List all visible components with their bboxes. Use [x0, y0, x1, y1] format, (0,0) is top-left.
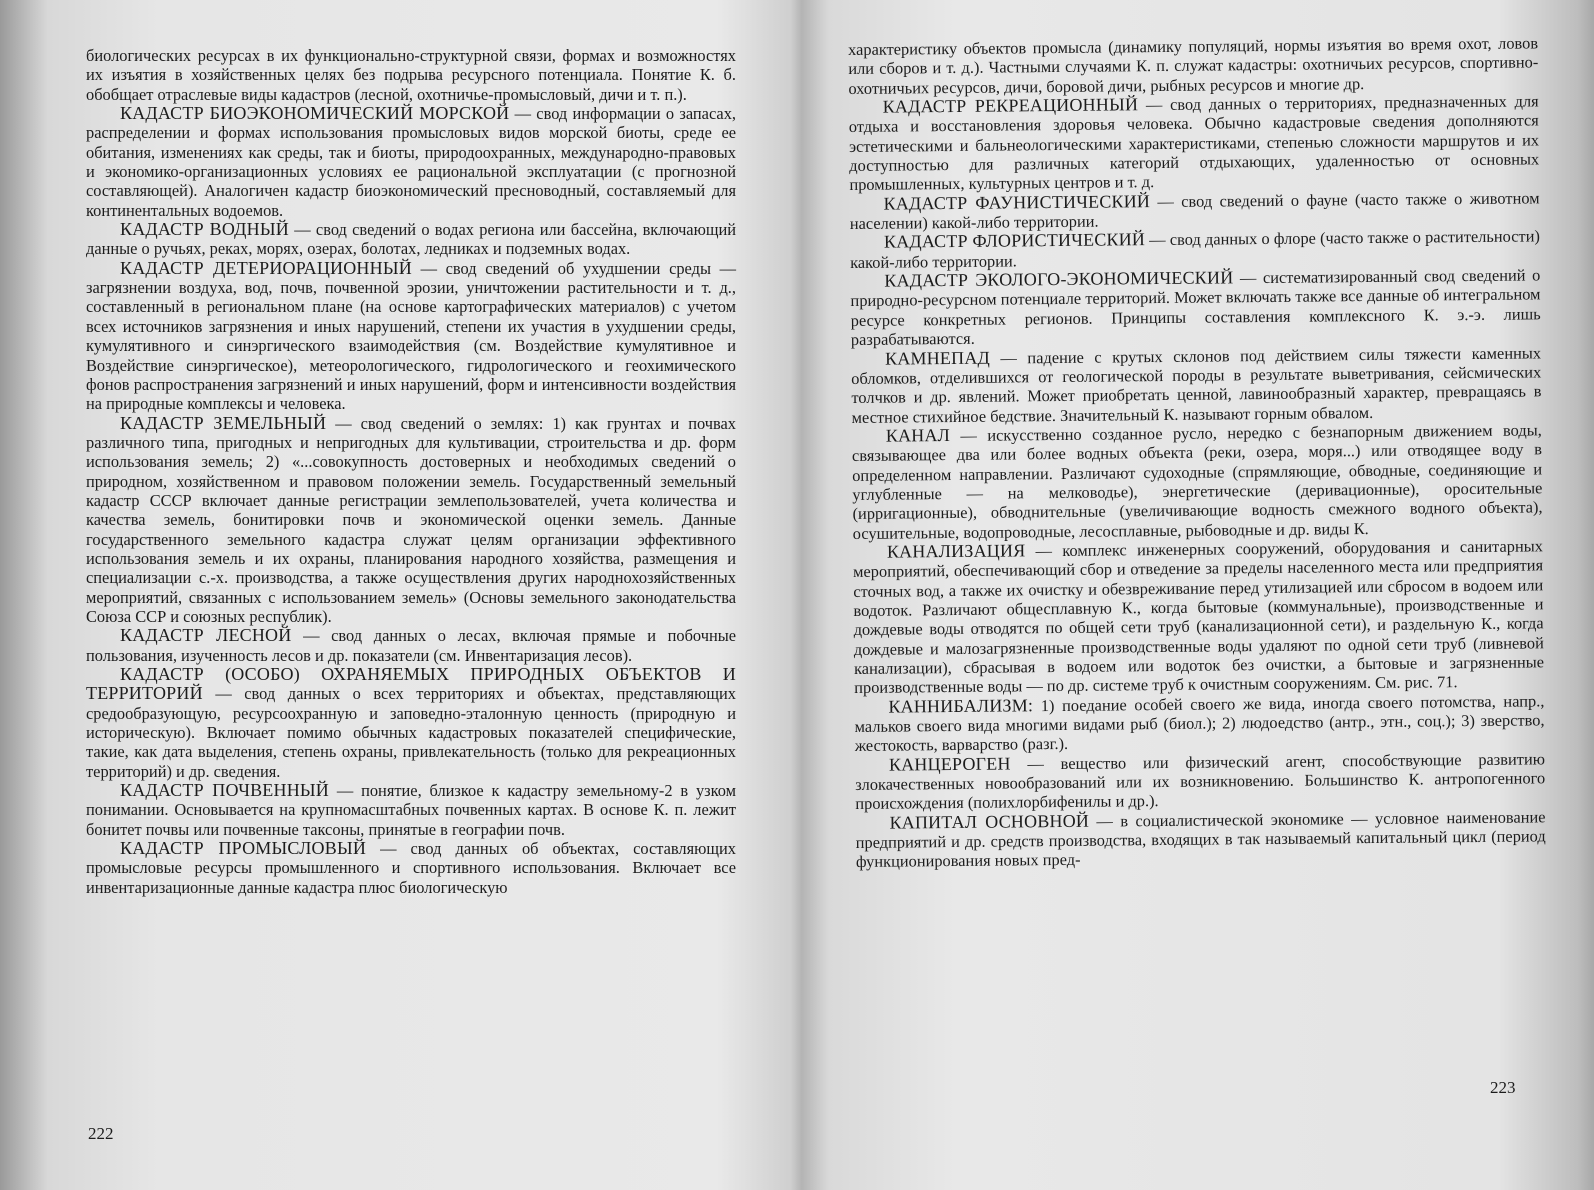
entry-text: — свод данных о территориях, предназначенных для отдыха и восстановления здоровья человека. Обычно кадастровые сведения дополняются эстетическими и бальнеологическими характеристиками, степенью сложности маршрутов и их доступностью для различных категорий отдыхающих, удаленностью от основных промышленных, культурных центров и т. д. — [848, 91, 1540, 195]
entry-heading: КАМНЕПАД — [884, 347, 991, 369]
paragraph-text: биологических ресурсах в их функционально-структурной связи, формах и возможностях их изъятия в хозяйственных целях без подрыва ресурсного потенциала. Понятие К. б. обобщает отраслевые виды кадастров (лесной, охотничье-промысловый, дичи и т. п.). — [86, 46, 736, 104]
entry-heading: КАДАСТР ФЛОРИСТИЧЕСКИЙ — [883, 229, 1146, 253]
left-page-text — [86, 46, 736, 897]
page-number: 223 — [1490, 1078, 1516, 1097]
entry — [850, 227, 1540, 272]
entry — [849, 91, 1540, 194]
entry-heading: КАДАСТР РЕКРЕАЦИОННЫЙ — [882, 94, 1139, 117]
entry-text: — свод информации о запасах, распределении и формах использования промысловых видов морской биоты, среде ее обитания, изменениях как среды, так и биоты, природоохранных, международно-правовых и экономико-организационных условиях ее рациональной эксплуатации (с прогнозной составляющей). Аналогичен кадастр биоэкономический пресноводный, составляемый для континентальных водоемов. — [86, 104, 736, 220]
entry-text: 1) поедание особей своего же вида, иногда своего потомства, напр., мальков своего вида многими видами рыб (биол.); 2) людоедство (антр., этн., соц.); 3) зверство, жестокость, варварство (разг.). — [854, 691, 1545, 756]
entry — [86, 220, 736, 259]
entry-text: — свод сведений о землях: 1) как грунтах и почвах различного типа, пригодных и непригодных для культивации, строительства и др. форм использования земель; 2) «...совокупность достоверных и необходимых сведений о природном, хозяйственном и правовом положении земель. Государственный земельный кадастр СССР включает данные регистрации землепользователей, учета количества и качества земель, бонитировки почв и экономической оценки земель. Данные государственного земельного кадастра служат целям организации эффективного использования земель и их охраны, планирования народного хозяйства, размещения и специализации с.-х. производства, а также осуществления других народнохозяйственных мероприятий, связанных с использованием земель» (Основы земельного законодательства Союза ССР и союзных республик). — [86, 413, 737, 626]
paragraph — [848, 33, 1539, 98]
entry — [86, 104, 736, 220]
paragraph — [86, 46, 736, 104]
entry-text: — понятие, близкое к кадастру земельному-2 в узком понимании. Основывается на крупномасштабных почвенных картах. В основе К. п. лежит бонитет почвы или почвенные таксоны, принятые в географии почв. — [86, 781, 737, 839]
entry-heading: КАДАСТР ЗЕМЕЛЬНЫЙ — [120, 412, 327, 433]
entry-heading: КАДАСТР ВОДНЫЙ — [120, 219, 289, 240]
entry-heading: КАДАСТР ЭКОЛОГО-ЭКОНОМИЧЕСКИЙ — [884, 267, 1234, 291]
entry-text: — свод сведений о фауне (часто также о животном населении) какой-либо территории. — [849, 188, 1540, 234]
entry-text: — свод сведений об ухудшении среды — загрязнении воздуха, вод, почв, почвенной эрозии, уничтожении растительности и т. д., составленный в региональном плане (на основе картографических материалов) с учетом всех источников загрязнения и иных нарушений, степени их участия в ухудшении среды, кумулятивного и синэргического взаимодействия (см. Воздействие кумулятивное и Воздействие синэргическое), метеорологического, гидрологического и геохимического фонов распространения загрязнений и иных нарушений, форм и интенсивности воздействия на природные комплексы и человека. — [86, 258, 736, 414]
entry — [86, 259, 736, 414]
entry-text: — вещество или физический агент, способствующие развитию злокачественных новообразований или их возникновению. Большинство К. антропогенного происхождения (полихлорбифенилы и др.). — [855, 749, 1546, 814]
entry — [86, 781, 736, 839]
entry-text: — свод данных о флоре (часто также о растительности) какой-либо территории. — [850, 226, 1541, 272]
entry-heading: КАННИБАЛИЗМ: — [888, 694, 1034, 717]
entry — [852, 420, 1543, 543]
entry-heading: КАНЦЕРОГЕН — [888, 753, 1011, 775]
right-page — [812, 0, 1594, 1190]
entry-heading: КАДАСТР ПРОМЫСЛОВЫЙ — [120, 838, 367, 859]
right-page-text — [848, 33, 1546, 871]
entry — [855, 807, 1546, 872]
entry-heading: КАДАСТР (ОСОБО) ОХРАНЯЕМЫХ ПРИРОДНЫХ ОБЪЕКТОВ И ТЕРРИТОРИЙ — [86, 664, 736, 704]
entry-heading: КАПИТАЛ ОСНОВНОЙ — [889, 810, 1090, 833]
entry — [86, 839, 736, 897]
entry-text: — падение с крутых склонов под действием силы тяжести каменных обломков, отделившихся от геологической породы в результате выветривания, сейсмических толчков и др. явлений. Может приобретать ценной, лавинообразный характер, превращаясь в местное стихийное бедствие. Значительный К. называют горным обвалом. — [851, 342, 1542, 427]
entry — [850, 265, 1541, 349]
entry — [854, 691, 1545, 756]
entry-heading: КАДАСТР ПОЧВЕННЫЙ — [120, 780, 329, 801]
entry-text: — свод данных о лесах, включая прямые и побочные пользования, изученность лесов и др. показатели (см. Инвентаризация лесов). — [86, 626, 737, 665]
entry-text: — искусственно созданное русло, нередко с безнапорным движением воды, связывающее два или более водных объекта (реки, озера, моря...) или отводящее воду в определенном направлении. Различают судоходные (спрямляющие, обводные, соединяющие и углубленные — на мелководье), энергетические (деривационные), оросительные (ирригационные), обводнительные (увеличивающие водность смежного водного объекта), осушительные, водопроводные, лесосплавные, рыбоводные и др. виды К. — [851, 420, 1543, 543]
entry-text: — свод данных об объектах, составляющих промысловые ресурсы промышленного и спортивного использования. Включает все инвентаризационные данные кадастра плюс биологическую — [86, 839, 736, 897]
entry-text: — свод сведений о водах региона или бассейна, включающий данные о ручьях, реках, морях, озерах, болотах, ледниках и подземных водах. — [86, 220, 736, 259]
entry-heading: КАДАСТР БИОЭКОНОМИЧЕСКИЙ МОРСКОЙ — [120, 103, 510, 124]
entry-heading: КАДАСТР ФАУНИСТИЧЕСКИЙ — [883, 190, 1151, 214]
entry-text: — систематизированный свод сведений о природно-ресурсном потенциале территорий. Может включать также все данные об интегральном ресурсе конкретных регионов. Принципы составления комплексного К. э.-э. лишь разрабатываются. — [850, 265, 1541, 350]
entry — [855, 749, 1546, 814]
entry-heading: КАНАЛ — [885, 424, 951, 446]
entry — [86, 414, 736, 627]
entry-heading: КАДАСТР ЛЕСНОЙ — [120, 625, 292, 646]
page-number: 222 — [88, 1124, 114, 1143]
entry-heading: КАНАЛИЗАЦИЯ — [886, 540, 1026, 562]
entry — [853, 536, 1544, 697]
entry — [851, 343, 1542, 427]
paragraph-text: характеристику объектов промысла (динамику популяций, нормы изъятия во время охот, ловов или сборов и т. д.). Частными случаями К. п. служат кадастры: охотничьих ресурсов, спортивно-охотничьих ресурсов, дичи, боровой дичи, рыбных ресурсов и многие др. — [848, 33, 1539, 98]
entry — [86, 665, 736, 781]
entry — [86, 626, 736, 665]
entry-text: — в социалистической экономике — условное наименование предприятий и др. средств производства, входящих в так называемый капитальный цикл (период функционирования новых пред- — [855, 807, 1546, 872]
entry-text: — комплекс инженерных сооружений, оборудования и санитарных мероприятий, обеспечивающий сбор и отведение за пределы населенного места или предприятия сточных вод, а также их очистку и обезвреживание перед утилизацией или сбросом в водоем или водоток. Различают общесплавную К., когда бытовые (коммунальные), производственные и дождевые воды отводятся по общей сети труб (канализационной сети), и раздельную К., когда дождевые и малозагрязненные производственные воды удаляют по одной сети труб (ливневой канализации), сбрасывая в водоем или водоток без очистки, а бытовые и загрязненные производственные воды — по др. системе труб к очистным сооружениям. См. рис. 71. — [853, 536, 1545, 698]
entry-text: — свод данных о всех территориях и объектах, представляющих средообразующую, ресурсоохранную и заповедно-эталонную ценность (природную и историческую). Включает помимо обычных кадастровых показателей специфические, такие, как дата выделения, степень охраны, привлекательность (только для рекреационных территорий) и др. сведения. — [86, 684, 736, 781]
entry-heading: КАДАСТР ДЕТЕРИОРАЦИОННЫЙ — [120, 257, 412, 278]
